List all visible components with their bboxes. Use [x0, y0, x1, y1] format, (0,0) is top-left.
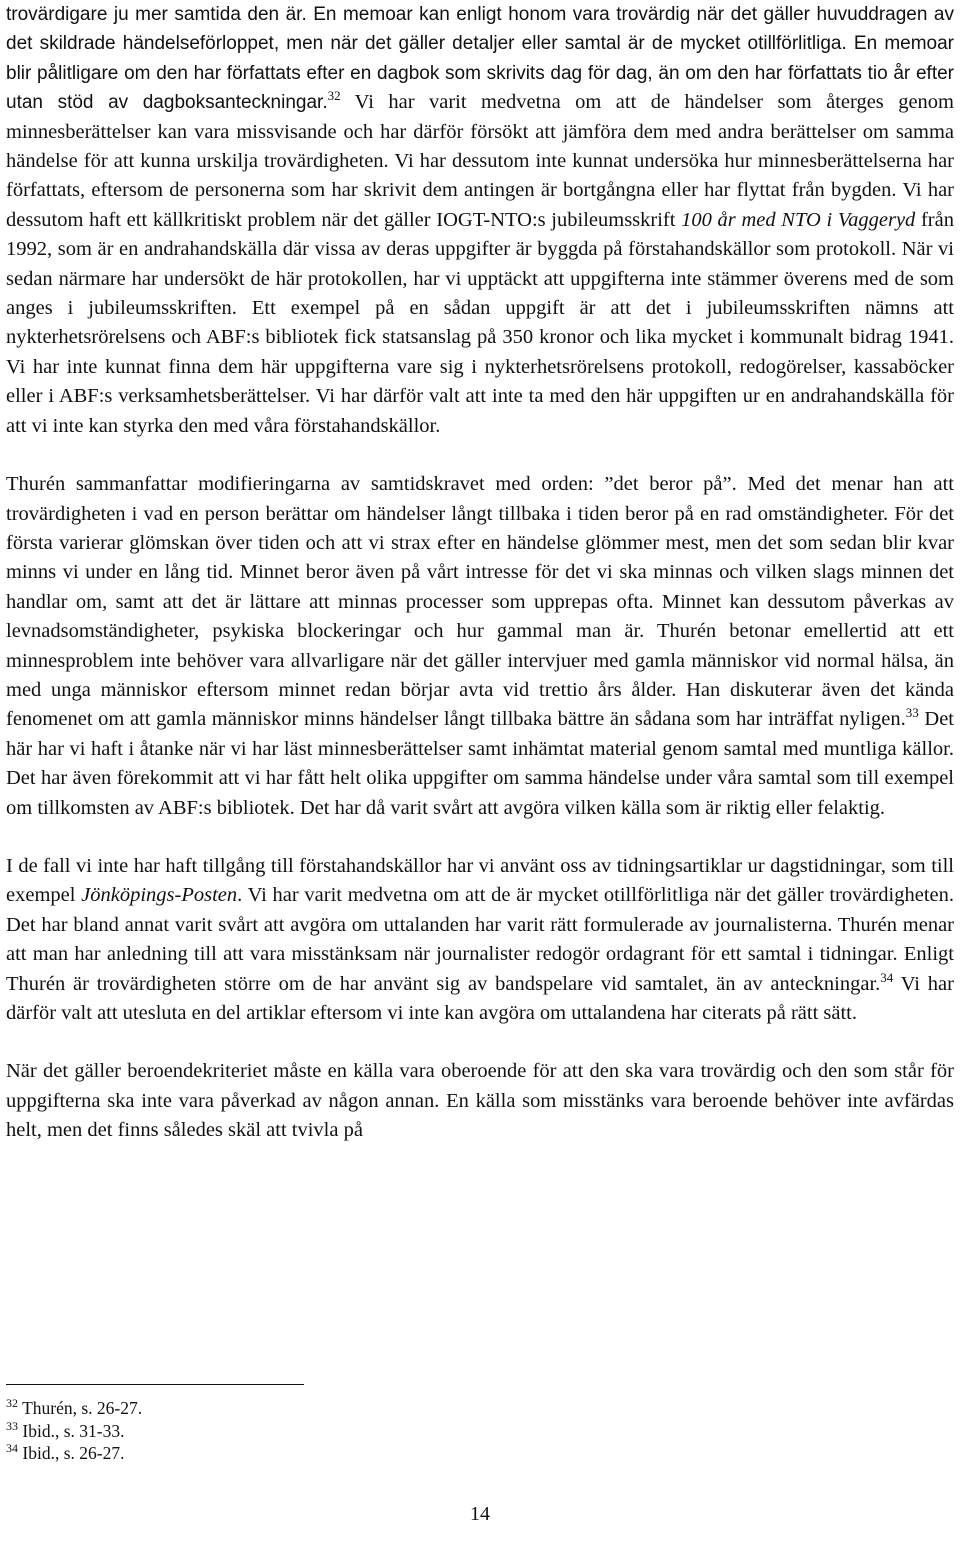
footnote-text: Ibid., s. 31-33.: [22, 1420, 125, 1441]
footnote-reference[interactable]: 34: [880, 969, 894, 985]
paragraph-newspapers: [6, 852, 954, 1028]
paragraph-text: . Vi har varit medvetna om att de är mycket otillförlitliga när det gäller trovärdigheten. Det har bland annat varit svårt att avgöra om uttalanden har varit rätt formulerade av journalisterna. Thurén menar att man har anledning till att vara misstänksam när journalister redogör ordagrant för ett samtal i tidningar. Enligt Thurén är trovärdigheten större om de har använt sig av bandspelare vid samtalet, än av anteckningar.: [6, 884, 954, 995]
paragraph-source-criticism: [6, 0, 954, 441]
footnote-divider: [6, 1384, 304, 1385]
paragraph-text: Vi har därför valt att utesluta en del artiklar eftersom vi inte kan avgöra om uttalandena har citerats på rätt sätt.: [6, 972, 954, 1024]
footnote: [6, 1442, 606, 1465]
book-title: 100 år med NTO i Vaggeryd: [681, 208, 916, 231]
paragraph-text: Det här har vi haft i åtanke när vi har läst minnesberättelser samt inhämtat material genom samtal med muntliga källor. Det har även förekommit att vi har fått helt olika uppgifter om samma händelse under våra samtal som till exempel om tillkomsten av ABF:s bibliotek. Det har då varit svårt att avgöra vilken källa som är riktig eller felaktig.: [6, 708, 954, 819]
paragraph-text: trovärdigare ju mer samtida den är. En memoar kan enligt honom vara trovärdig när det gäller huvuddragen av det skildrade händelseförloppet, men när det gäller detaljer eller samtal är de mycket otillförlitliga. En memoar blir pålitligare om den har författats efter en dagbok som skrivits dag för dag, än om den har författats tio år efter utan stöd av dagboksanteckningar.: [6, 4, 954, 114]
footnote-number: 32: [6, 1396, 18, 1411]
page-number: 14: [470, 1503, 490, 1525]
footnote-number: 33: [6, 1418, 18, 1433]
paragraph-text: från 1992, som är en andrahandskälla där vissa av deras uppgifter är byggda på förstahandskällor som protokoll. När vi sedan närmare har undersökt de här protokollen, har vi upptäckt att uppgifterna inte stämmer överens med de som anges i jubileumsskriften. Ett exempel på en sådan uppgift är att det i jubileumsskriften nämns att nykterhetsrörelsens och ABF:s bibliotek fick statsanslag på 350 kronor och lika mycket i kommunalt bidrag 1941. Vi har inte kunnat finna dem här uppgifterna vare sig i nykterhetsrörelsens protokoll, redogörelser, kassaböcker eller i ABF:s verksamhetsberättelser. Vi har därför valt att inte ta med den här uppgiften ur en andrahandskälla för att vi inte kan styrka den med våra förstahandskällor.: [6, 208, 954, 437]
footnote-number: 34: [6, 1441, 18, 1456]
paragraph-text: I de fall vi inte har haft tillgång till förstahandskällor har vi använt oss av tidningsartiklar ur dagstidningar, som till exempel: [6, 854, 954, 907]
paragraph-text: Thurén sammanfattar modifieringarna av samtidskravet med orden: ”det beror på”. Med det menar han att trovärdigheten i vad en person berättar om händelser långt tillbaka i tiden beror på en rad omständigheter. För det första varierar glömskan över tiden och att vi strax efter en händelse glömmer mest, men det som sedan blir kvar minns vi under en lång tid. Minnet beror även på vårt intresse för det vi ska minnas och vilken slags minnen det handlar om, samt att det är lättare att minnas processer som upprepas ofta. Minnet kan dessutom påverkas av levnadsomständigheter, psykiska blockeringar och hur gammal man är. Thurén betonar emellertid att ett minnesproblem inte behöver vara allvarligare när det gäller intervjuer med gamla människor vid normal hälsa, än med unga människor eftersom minnet redan börjar avta vid trettio års ålder. Han diskuterar även det kända fenomenet om att gamla människor minns händelser långt tillbaka bättre än sådana som har inträffat nyligen.: [6, 473, 954, 731]
footnote-reference[interactable]: 32: [327, 88, 341, 104]
footnote-text: Ibid., s. 26-27.: [22, 1443, 125, 1463]
document-body: [6, 0, 954, 1146]
footnote-reference[interactable]: 33: [905, 705, 919, 721]
footnote: [6, 1397, 606, 1420]
paragraph-dependency: [6, 1057, 954, 1145]
footnote-text: Thurén, s. 26-27.: [22, 1398, 143, 1418]
newspaper-title: Jönköpings-Posten: [81, 884, 238, 907]
footnotes-section: [6, 1397, 606, 1465]
paragraph-text: När det gäller beroendekriteriet måste en källa vara oberoende för att den ska vara trovärdig och den som står för uppgifterna ska inte vara påverkad av någon annan. En källa som misstänks vara beroende behöver inte avfärdas helt, men det finns således skäl att tvivla på: [6, 1060, 954, 1142]
footnote: [6, 1420, 606, 1443]
paragraph-text: Vi har varit medvetna om att de händelser som återges genom minnesberättelser kan vara missvisande och har därför försökt att jämföra dem med andra berättelser om samma händelse för att kunna urskilja trovärdigheten. Vi har dessutom inte kunnat undersöka hur minnesberättelserna har författats, eftersom de personerna som har skrivit dem antingen är bortgångna eller har flyttat från bygden. Vi har dessutom haft ett källkritiskt problem när det gäller IOGT-NTO:s jubileumsskrift: [6, 91, 954, 231]
paragraph-memory: [6, 470, 954, 823]
